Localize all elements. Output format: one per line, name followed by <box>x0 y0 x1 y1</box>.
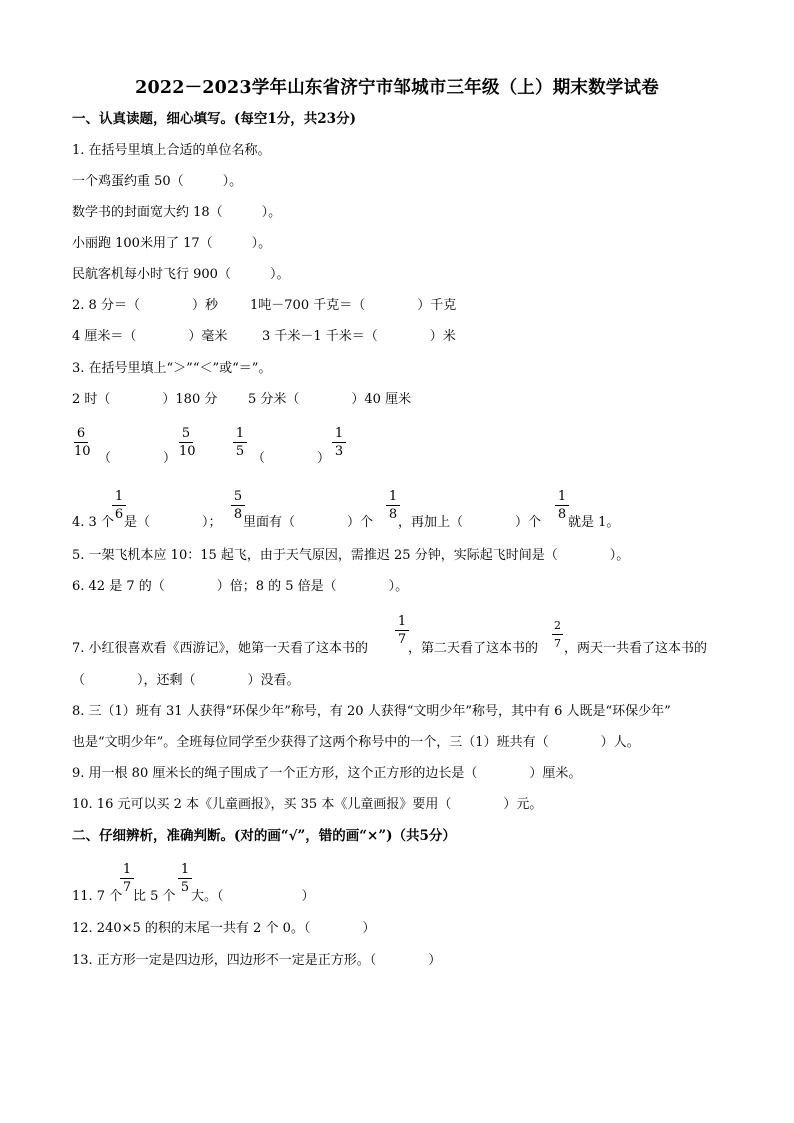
question-1a: 一个鸡蛋约重 50（ ）。 <box>72 174 243 189</box>
fraction-1-5: 1 5 <box>233 426 247 459</box>
question-8-line-1: 8. 三（1）班有 31 人获得“环保少年”称号，有 20 人获得“文明少年”称号，其中有 6 人既是“环保少年” <box>72 704 671 719</box>
fraction-1-3: 1 3 <box>332 426 346 459</box>
fraction-1-8-b: 1 8 <box>555 489 569 522</box>
question-11-text-1: 11. 7 个 <box>72 889 123 904</box>
question-6: 6. 42 是 7 的（ ）倍；8 的 5 倍是（ ）。 <box>72 579 409 594</box>
fraction-1-7-q11: 1 7 <box>120 862 134 895</box>
question-1d: 民航客机每小时飞行 900（ ）。 <box>72 267 290 282</box>
fraction-1-5-q11: 1 5 <box>178 862 192 895</box>
question-7-text-2: ，第二天看了这本书的 <box>408 641 539 656</box>
question-1c: 小丽跑 100米用了 17（ ）。 <box>72 236 272 251</box>
page-title: 2022－2023学年山东省济宁市邹城市三年级（上）期末数学试卷 <box>135 78 659 98</box>
question-3-stem: 3. 在括号里填上“＞”“＜”或“＝”。 <box>72 361 272 376</box>
question-2-part-c: 4 厘米＝（ ）毫米 <box>72 329 228 344</box>
question-4-text-5: 就是 1。 <box>568 515 620 530</box>
question-7-text-1: 7. 小红很喜欢看《西游记》，她第一天看了这本书的 <box>72 641 369 656</box>
question-9: 9. 用一根 80 厘米长的绳子围成了一个正方形，这个正方形的边长是（ ）厘米。 <box>72 766 582 781</box>
question-4-text-2: 是（ ）； <box>124 515 222 530</box>
question-1b: 数学书的封面宽大约 18（ ）。 <box>72 205 282 220</box>
fraction-2-7: 2 7 <box>554 619 561 650</box>
fraction-6-10: 6 10 <box>74 426 91 459</box>
fraction-1-7: 1 7 <box>395 614 409 647</box>
question-7-text-4: （ ），还剩（ ）没看。 <box>72 673 300 688</box>
question-13: 13. 正方形一定是四边形，四边形不一定是正方形。（ ） <box>72 953 442 968</box>
question-11-text-3: 大。（ ） <box>191 889 315 904</box>
question-2-part-a: 2. 8 分＝（ ）秒 <box>72 298 218 313</box>
fraction-5-8: 5 8 <box>231 489 245 522</box>
question-4-text-1: 4. 3 个 <box>72 515 114 530</box>
question-2-part-d: 3 千米－1 千米＝（ ）米 <box>262 329 456 344</box>
question-12: 12. 240×5 的积的末尾一共有 2 个 0。（ ） <box>72 921 376 936</box>
question-2-part-b: 1吨－700 千克＝（ ）千克 <box>250 298 457 313</box>
question-3-compare-a: 2 时（ ）180 分 <box>72 392 218 407</box>
question-10: 10. 16 元可以买 2 本《儿童画报》，买 35 本《儿童画报》要用（ ）元。 <box>72 797 543 812</box>
fraction-1-8-a: 1 8 <box>386 489 400 522</box>
question-4-text-3: 里面有（ ）个 <box>243 515 374 530</box>
question-3-compare-b: 5 分米（ ）40 厘米 <box>248 392 412 407</box>
fraction-5-10: 5 10 <box>179 426 196 459</box>
question-4-text-4: ，再加上（ ）个 <box>398 515 542 530</box>
section-1-heading: 一、认真读题，细心填写。(每空1分，共23分) <box>72 111 356 127</box>
question-8-line-2: 也是“文明少年”。全班每位同学至少获得了这两个称号中的一个，三（1）班共有（ ）人。 <box>72 735 640 750</box>
question-7-text-3: ，两天一共看了这本书的 <box>564 641 708 656</box>
question-5: 5. 一架飞机本应 10：15 起飞，由于天气原因，需推迟 25 分钟，实际起飞时间是（ ）。 <box>72 548 630 563</box>
section-2-heading: 二、仔细辨析，准确判断。(对的画“√”，错的画“×”)（共5分） <box>72 828 456 844</box>
question-3-paren-1: （ ） <box>98 451 177 466</box>
fraction-1-6: 1 6 <box>112 489 126 522</box>
question-3-paren-2: （ ） <box>252 451 331 466</box>
question-1-stem: 1. 在括号里填上合适的单位名称。 <box>72 143 271 158</box>
question-11-text-2: 比 5 个 <box>133 889 176 904</box>
